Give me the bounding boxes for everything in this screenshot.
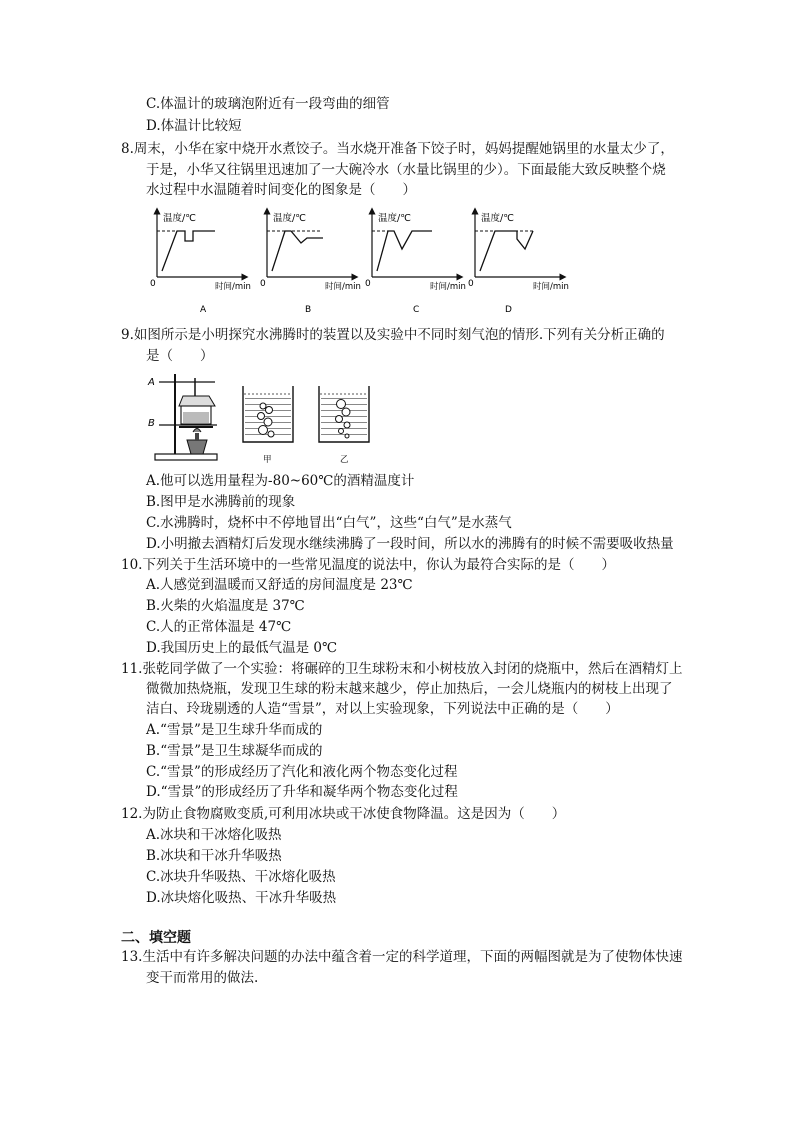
q9-option-c: C.水沸腾时，烧杯中不停地冒出“白气”，这些“白气”是水蒸气 [146, 515, 512, 531]
q8-text-line1: 8.周末，小华在家中烧开水煮饺子。当水烧开准备下饺子时，妈妈提醒她锅里的水量太少了， [121, 141, 674, 157]
apparatus-label-b: B [148, 418, 155, 429]
q12-option-b: B.冰块和干冰升华吸热 [146, 848, 282, 864]
q12-option-c: C.冰块升华吸热、干冰熔化吸热 [146, 869, 336, 885]
q9-option-d: D.小明撤去酒精灯后发现水继续沸腾了一段时间，所以水的沸腾有的时候不需要吸收热量 [146, 536, 674, 552]
graph-a-label: A [200, 305, 207, 315]
beaker-yi-label: 乙 [340, 455, 349, 465]
q11-text-line3: 洁白、玲珑剔透的人造“雪景”，对以上实验现象，下列说法中正确的是（ ） [146, 701, 619, 717]
graph-c-origin: 0 [365, 279, 371, 289]
beaker-jia [243, 386, 293, 465]
q11-option-d: D.“雪景”的形成经历了升华和凝华两个物态变化过程 [146, 784, 458, 800]
q8-text-line3: 水过程中水温随着时间变化的图象是（ ） [146, 182, 416, 198]
graph-b-label: B [305, 305, 312, 315]
q9-apparatus-figure [145, 370, 395, 467]
graph-c-label: C [413, 305, 420, 315]
graph-d-xlabel: 时间/min [533, 282, 569, 292]
graph-c-xlabel: 时间/min [430, 282, 466, 292]
graph-b-origin: 0 [260, 279, 266, 289]
q9-option-b: B.图甲是水沸腾前的现象 [146, 494, 296, 510]
q10-option-d: D.我国历史上的最低气温是 0℃ [146, 640, 338, 656]
beaker-jia-label: 甲 [263, 455, 272, 465]
q11-option-a: A.“雪景”是卫生球升华而成的 [146, 722, 323, 738]
q9-text-line1: 9.如图所示是小明探究水沸腾时的装置以及实验中不同时刻气泡的情形.下列有关分析正确的 [121, 327, 665, 343]
graph-a [150, 211, 251, 315]
q11-text-line1: 11.张乾同学做了一个实验：将碾碎的卫生球粉末和小树枝放入封闭的烧瓶中，然后在酒精灯上 [121, 661, 683, 677]
q13-text-line2: 变干而常用的做法. [146, 970, 259, 986]
beaker-yi [319, 386, 369, 465]
q11-option-c: C.“雪景”的形成经历了汽化和液化两个物态变化过程 [146, 764, 458, 780]
graph-a-xlabel: 时间/min [215, 282, 251, 292]
graph-c [365, 211, 466, 315]
graph-d-label: D [505, 305, 512, 315]
q10-text: 10.下列关于生活环境中的一些常见温度的说法中，你认为最符合实际的是（ ） [121, 557, 615, 573]
q11-text-line2: 微微加热烧瓶，发现卫生球的粉末越来越少，停止加热后，一会儿烧瓶内的树枝上出现了 [146, 681, 673, 697]
q7-option-c: C.体温计的玻璃泡附近有一段弯曲的细管 [146, 96, 390, 112]
q12-option-d: D.冰块熔化吸热、干冰升华吸热 [146, 890, 337, 906]
q11-option-b: B.“雪景”是卫生球凝华而成的 [146, 743, 323, 759]
q8-text-line2: 于是，小华又往锅里迅速加了一大碗冷水（水量比锅里的少）。下面最能大致反映整个烧 [146, 162, 666, 178]
q10-option-b: B.火柴的火焰温度是 37℃ [146, 598, 305, 614]
section-fill-in-title: 二、填空题 [121, 930, 191, 946]
graph-a-ylabel: 温度/℃ [163, 213, 196, 224]
q10-option-c: C.人的正常体温是 47℃ [146, 619, 292, 635]
q12-option-a: A.冰块和干冰熔化吸热 [146, 827, 282, 843]
graph-d-origin: 0 [468, 279, 474, 289]
graph-a-origin: 0 [150, 279, 156, 289]
q13-text-line1: 13.生活中有许多解决问题的办法中蕴含着一定的科学道理，下面的两幅图就是为了使物体快速 [121, 949, 683, 965]
q8-graphs [145, 205, 585, 320]
q9-option-a: A.他可以选用量程为-80~60℃的酒精温度计 [146, 473, 415, 489]
graph-b-ylabel: 温度/℃ [273, 213, 306, 224]
graph-b-xlabel: 时间/min [325, 282, 361, 292]
q12-text: 12.为防止食物腐败变质,可利用冰块或干冰使食物降温。这是因为（ ） [121, 806, 566, 822]
graph-c-ylabel: 温度/℃ [378, 213, 411, 224]
graph-d-ylabel: 温度/℃ [481, 213, 514, 224]
graph-b [260, 211, 361, 315]
graph-d [468, 211, 569, 315]
q10-option-a: A.人感觉到温暖而又舒适的房间温度是 23℃ [146, 577, 413, 593]
apparatus-label-a: A [148, 377, 155, 388]
q7-option-d: D.体温计比较短 [146, 118, 242, 134]
q9-text-line2: 是（ ） [146, 348, 214, 364]
